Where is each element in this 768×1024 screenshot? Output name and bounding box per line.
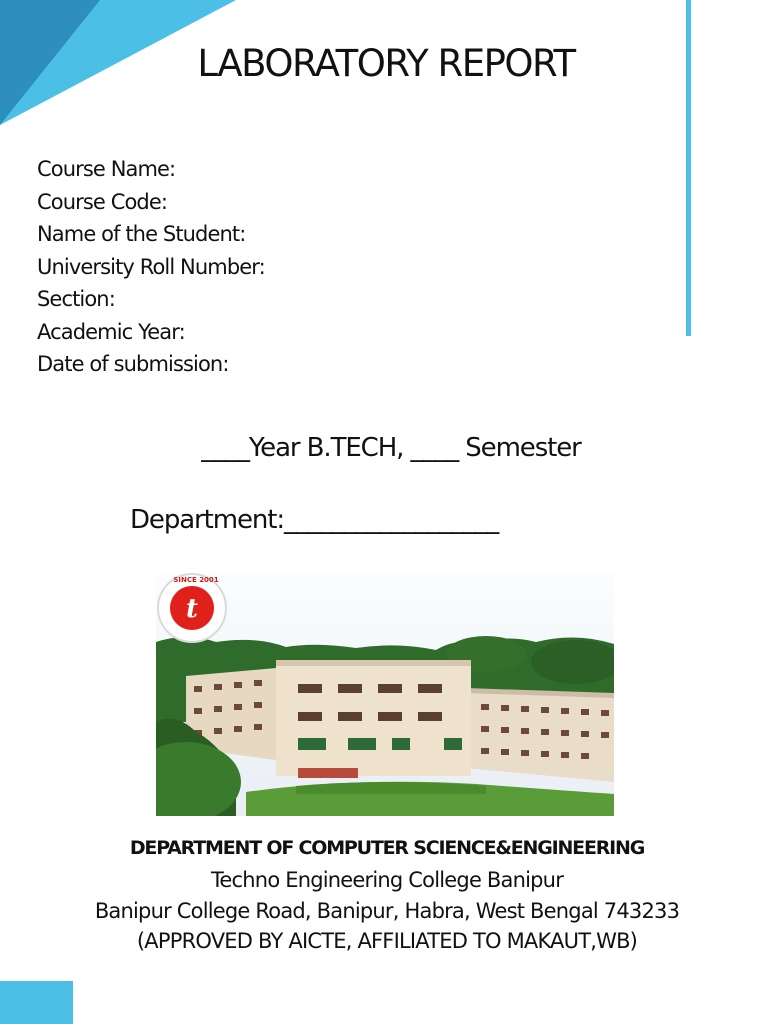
approval-note: (APPROVED BY AICTE, AFFILIATED TO MAKAUT,WB) — [136, 929, 638, 953]
bottom-accent-block — [0, 981, 73, 1024]
field-roll-number: University Roll Number: — [37, 254, 265, 279]
department-heading: DEPARTMENT OF COMPUTER SCIENCE&ENGINEERING — [129, 837, 645, 859]
field-course-name: Course Name: — [37, 157, 176, 181]
report-fields — [37, 153, 265, 381]
college-logo — [158, 574, 226, 642]
field-course-code: Course Code: — [37, 189, 168, 214]
logo-since-text: SINCE 2001 — [173, 576, 219, 584]
field-academic-year: Academic Year: — [37, 319, 185, 344]
college-building-photo — [156, 572, 614, 816]
field-student-name: Name of the Student: — [37, 222, 246, 246]
field-date-of-submission: Date of submission: — [37, 352, 229, 376]
year-semester-line: ____Year B.TECH, ____ Semester — [201, 433, 581, 463]
department-line: Department:__________________ — [130, 505, 499, 535]
logo-letter: t — [185, 594, 199, 624]
report-title: LABORATORY REPORT — [197, 42, 575, 85]
college-address: Banipur College Road, Banipur, Habra, West Bengal 743233 — [94, 899, 680, 923]
field-section: Section: — [37, 287, 115, 311]
college-name: Techno Engineering College Banipur — [210, 868, 564, 892]
